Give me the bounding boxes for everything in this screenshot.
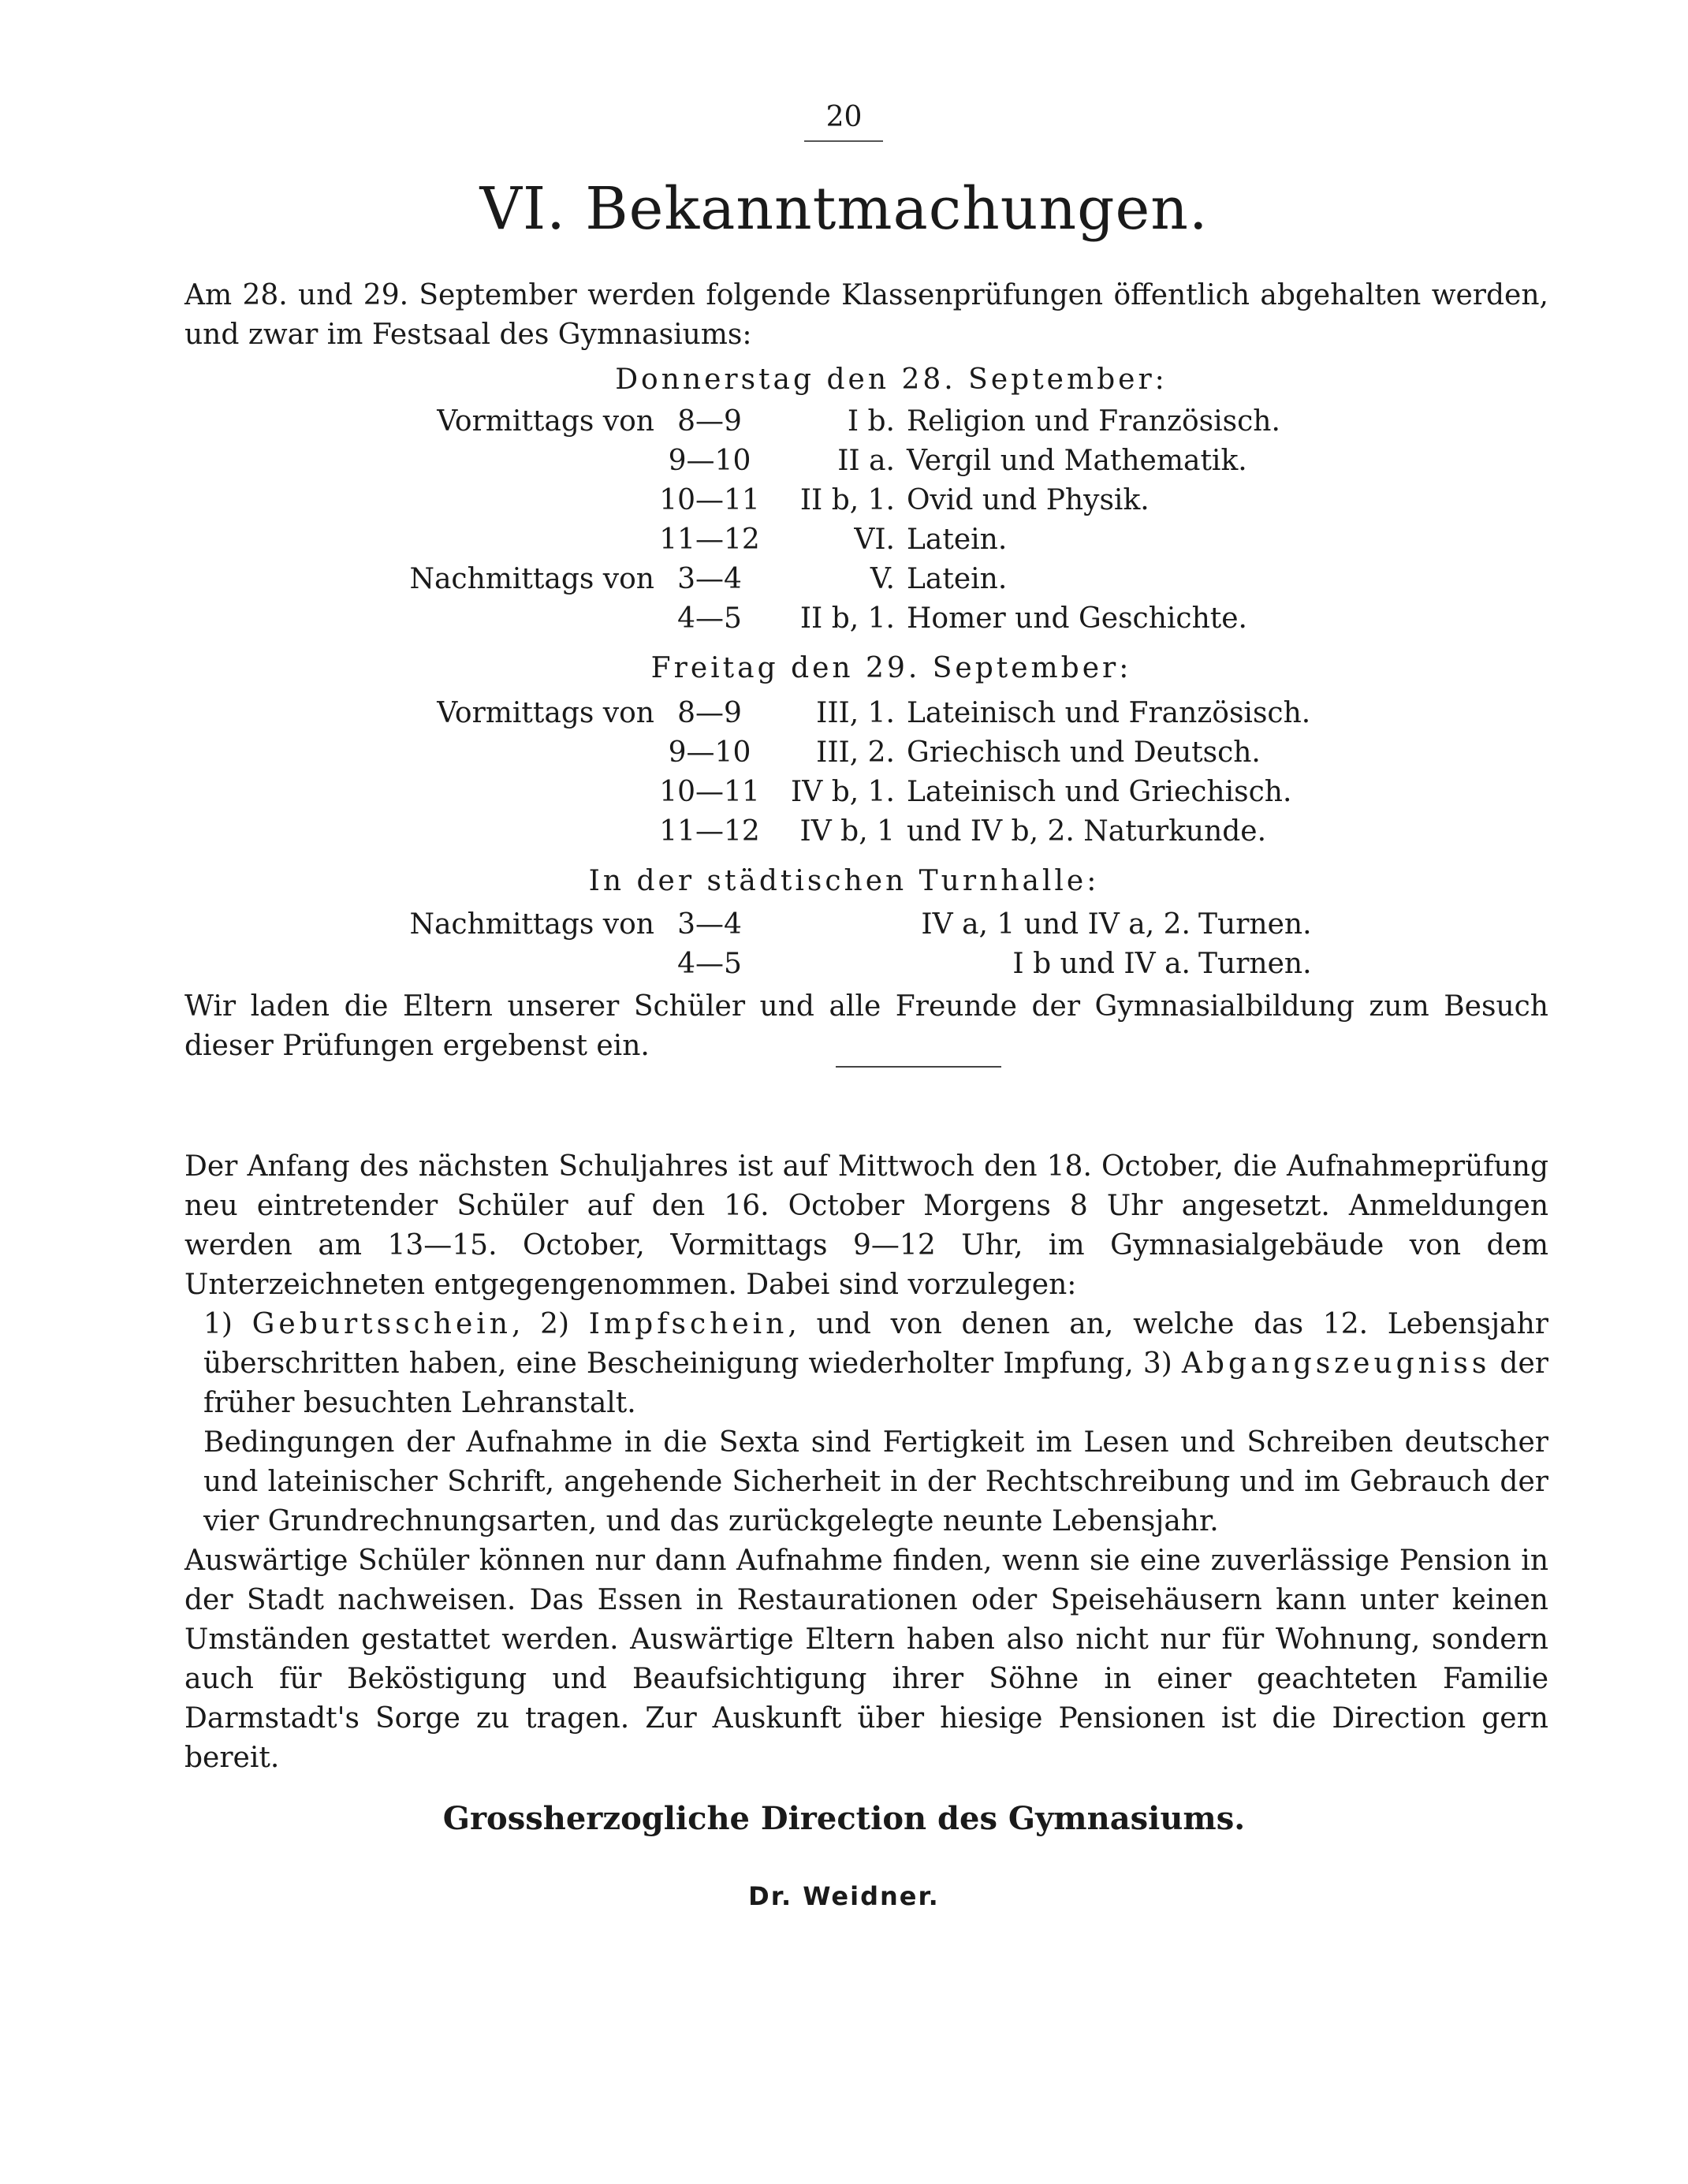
time-slot: 9—10 xyxy=(668,445,751,477)
doc-leaving-certificate: Abgangszeugniss xyxy=(1181,1347,1491,1380)
signature-organization: Grossherzogliche Direction des Gymnasiums. xyxy=(442,1800,1246,1837)
class-name: V. xyxy=(870,563,895,595)
subject: Turnen. xyxy=(1198,908,1312,941)
time-slot: 10—11 xyxy=(659,484,760,516)
external-students-paragraph: Auswärtige Schüler können nur dann Aufnahme finden, wenn sie eine zuverlässige Pension in der Stadt nachweisen. Das Essen in Restaurationen oder Speisehäusern kann unter keinen Umständen gestattet werden. Auswärtige Eltern haben also nicht nur für Wohnung, sondern auch für Beköstigung und Beaufsichtigung ihrer Söhne in einer geachteten Familie Darmstadt's Sorge zu tragen. Zur Auskunft über hiesige Pensionen ist die Direction gern bereit. xyxy=(184,1545,1548,1774)
class-name: II b, 1. xyxy=(799,602,895,635)
doc-number: 2) xyxy=(540,1308,570,1340)
class-name: IV b, 1 xyxy=(799,815,895,848)
doc-separator: , xyxy=(511,1308,521,1340)
doc-birth-certificate: Geburtsschein xyxy=(252,1308,512,1340)
invitation-paragraph: Wir laden die Eltern unserer Schüler und alle Freunde der Gymnasialbildung zum Besuch dieser Prüfungen ergebenst ein. xyxy=(184,990,1548,1062)
class-name: II b, 1. xyxy=(799,484,895,516)
school-year-paragraph: Der Anfang des nächsten Schuljahres ist auf Mittwoch den 18. October, die Aufnahmeprüfung neu eintretender Schüler auf den 16. October Morgens 8 Uhr angesetzt. Anmeldungen werden am 13—15. October, Vormittags 9—12 Uhr, im Gymnasialgebäude von dem Unterzeichneten entgegengenommen. Dabei sind vorzulegen: xyxy=(184,1150,1548,1301)
section-divider xyxy=(836,1066,1001,1068)
time-label: Nachmittags von xyxy=(409,908,654,941)
class-name: III, 1. xyxy=(816,697,895,729)
venue-heading-turnhalle: In der städtischen Turnhalle: xyxy=(588,865,1100,897)
subject: und IV b, 2. Naturkunde. xyxy=(907,815,1267,848)
time-slot: 3—4 xyxy=(677,908,742,941)
subject: Griechisch und Deutsch. xyxy=(907,736,1261,769)
doc-vaccination-certificate: Impfschein xyxy=(588,1308,788,1340)
class-name: III, 2. xyxy=(816,736,895,769)
subject: Latein. xyxy=(907,524,1008,556)
subject: Lateinisch und Französisch. xyxy=(907,697,1311,729)
time-slot: 11—12 xyxy=(659,815,760,848)
subject: Latein. xyxy=(907,563,1008,595)
time-label: Vormittags von xyxy=(437,405,654,438)
time-slot: 11—12 xyxy=(659,524,760,556)
time-slot: 8—9 xyxy=(677,405,742,438)
doc-number: 1) xyxy=(203,1308,233,1340)
time-slot: 10—11 xyxy=(659,776,760,808)
page-number-rule xyxy=(804,140,883,142)
documents-list xyxy=(203,1305,1548,1423)
class-name: VI. xyxy=(854,524,895,556)
class-name: I b und IV a. xyxy=(1012,948,1191,980)
subject: Turnen. xyxy=(1198,948,1312,980)
time-slot: 4—5 xyxy=(677,602,742,635)
signature-name: Dr. Weidner. xyxy=(748,1881,940,1911)
subject: Lateinisch und Griechisch. xyxy=(907,776,1292,808)
time-slot: 9—10 xyxy=(668,736,751,769)
doc-number: 3) xyxy=(1142,1347,1172,1380)
time-slot: 4—5 xyxy=(677,948,742,980)
class-name: II a. xyxy=(837,445,895,477)
page-number: 20 xyxy=(825,101,863,133)
time-label: Nachmittags von xyxy=(409,563,654,595)
intro-paragraph: Am 28. und 29. September werden folgende Klassenprüfungen öffentlich abgehalten werden, und zwar im Festsaal des Gymnasiums: xyxy=(184,279,1548,351)
subject: Ovid und Physik. xyxy=(907,484,1150,516)
time-label: Vormittags von xyxy=(437,697,654,729)
subject: Homer und Geschichte. xyxy=(907,602,1247,635)
class-name: IV b, 1. xyxy=(791,776,895,808)
time-slot: 3—4 xyxy=(677,563,742,595)
subject: Religion und Französisch. xyxy=(907,405,1280,438)
subject: Vergil und Mathematik. xyxy=(907,445,1247,477)
section-title: VI. Bekanntmachungen. xyxy=(479,175,1209,243)
doc-leaving-note: der früher besuchten Lehranstalt. xyxy=(203,1347,1548,1419)
time-slot: 8—9 xyxy=(677,697,742,729)
class-name: IV a, 1 und IV a, 2. xyxy=(921,908,1191,941)
day-heading-thursday: Donnerstag den 28. September: xyxy=(615,363,1168,396)
doc-vaccination-note: , und von denen an, welche das 12. Lebensjahr überschritten haben, eine Bescheinigung wiederholter Impfung, xyxy=(203,1308,1548,1380)
class-name: I b. xyxy=(847,405,895,438)
sexta-paragraph: Bedingungen der Aufnahme in die Sexta sind Fertigkeit im Lesen und Schreiben deutscher und lateinischer Schrift, angehende Sicherheit in der Rechtschreibung und im Gebrauch der vier Grundrechnungsarten, und das zurückgelegte neunte Lebensjahr. xyxy=(203,1426,1548,1537)
day-heading-friday: Freitag den 29. September: xyxy=(650,652,1132,684)
